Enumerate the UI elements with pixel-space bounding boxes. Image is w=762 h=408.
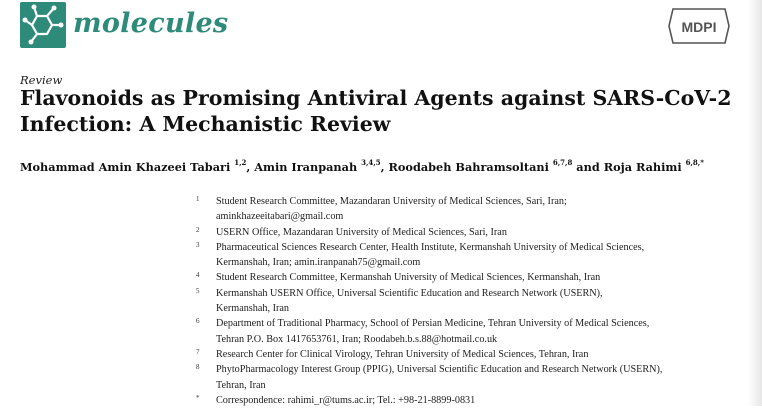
molecule-logo-icon <box>20 2 66 48</box>
author-affiliation-marks: 6,7,8 <box>552 158 573 167</box>
title-line-1: Flavonoids as Promising Antiviral Agents against SARS-CoV-2 <box>20 86 732 110</box>
affiliation-line: aminkhazeeitabari@gmail.com <box>216 211 344 223</box>
affiliation-number: 4 <box>196 271 200 280</box>
affiliation-item <box>190 270 740 285</box>
affiliation-number: * <box>196 393 200 402</box>
affiliation-line: Tehran P.O. Box 1417653761, Iran; Roodabeh.b.s.88@hotmail.co.uk <box>216 333 498 345</box>
svg-text:MDPI: MDPI <box>681 19 717 35</box>
author-list <box>20 159 750 174</box>
journal-name: molecules <box>73 8 229 39</box>
author-name: Amin Iranpanah <box>254 159 358 174</box>
title-line-2: Infection: A Mechanistic Review <box>20 112 391 136</box>
affiliation-line: Kermanshah, Iran <box>216 303 289 315</box>
affiliation-number: 6 <box>196 317 200 326</box>
author-affiliation-marks: 6,8,* <box>685 158 704 167</box>
author-affiliation-marks: 1,2 <box>234 158 247 167</box>
author-affiliation-marks: 3,4,5 <box>361 158 381 167</box>
affiliation-line: Correspondence: rahimi_r@tums.ac.ir; Tel.: +98-21-8899-0831 <box>216 394 476 406</box>
affiliation-line: Kermanshah, Iran; amin.iranpanah75@gmail.com <box>216 257 421 269</box>
affiliation-number: 8 <box>196 363 200 372</box>
affiliation-list <box>190 194 740 408</box>
affiliation-line: Student Research Committee, Kermanshah University of Medical Sciences, Kermanshah, Iran <box>216 272 601 284</box>
mdpi-logo-icon <box>667 7 731 45</box>
author-name: Roodabeh Bahramsoltani <box>388 159 549 174</box>
author-separator: , <box>380 159 389 174</box>
affiliation-item <box>190 347 740 362</box>
affiliation-item <box>190 286 740 317</box>
affiliation-item <box>190 362 740 393</box>
affiliation-number: 1 <box>196 195 200 203</box>
affiliation-line: Department of Traditional Pharmacy, School of Persian Medicine, Tehran University of Medical Sciences, <box>216 318 650 330</box>
affiliation-number: 2 <box>196 225 200 234</box>
affiliation-line: USERN Office, Mazandaran University of Medical Sciences, Sari, Iran <box>216 226 507 238</box>
author-separator: , <box>246 159 255 174</box>
article-type: Review <box>20 73 63 87</box>
page-edge-shadow <box>748 0 762 406</box>
affiliation-number: 7 <box>196 347 200 356</box>
affiliation-line: PhytoPharmacology Interest Group (PPIG), Universal Scientific Education and Research Network (USERN), <box>216 364 663 376</box>
affiliation-item <box>190 225 740 240</box>
affiliation-line: Tehran, Iran <box>216 379 266 391</box>
affiliation-line: Research Center for Clinical Virology, Tehran University of Medical Sciences, Tehran, Iran <box>216 348 589 360</box>
article-title <box>20 85 740 137</box>
journal-header <box>20 2 740 50</box>
affiliation-item <box>190 194 740 225</box>
affiliation-number: 5 <box>196 286 200 295</box>
author-name: Mohammad Amin Khazeei Tabari <box>20 159 231 174</box>
affiliation-item <box>190 316 740 347</box>
affiliation-line: Pharmaceutical Sciences Research Center, Health Institute, Kermanshah University of Medical Sciences, <box>216 241 645 253</box>
affiliation-line: Kermanshah USERN Office, Universal Scientific Education and Research Network (USERN), <box>216 287 603 299</box>
author-separator: and <box>572 159 604 174</box>
affiliation-line: Student Research Committee, Mazandaran University of Medical Sciences, Sari, Iran; <box>216 196 567 207</box>
affiliation-number: 3 <box>196 240 200 249</box>
author-name: Roja Rahimi <box>603 159 682 174</box>
affiliation-item <box>190 240 740 271</box>
